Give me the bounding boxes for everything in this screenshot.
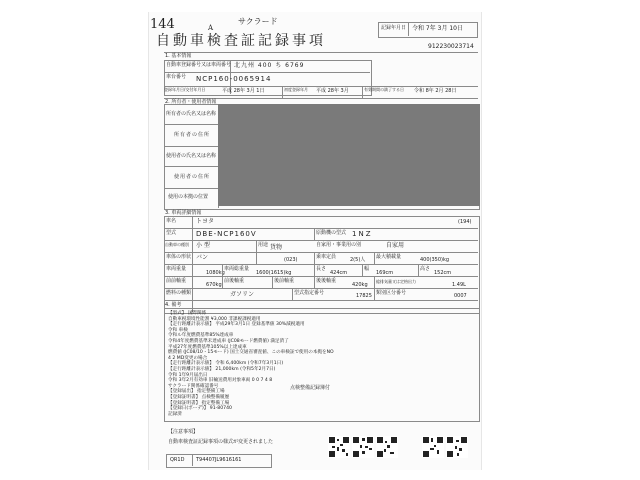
- length-value: 424cm: [330, 270, 348, 276]
- use-label: 用途: [258, 242, 269, 248]
- note-line: 令和 車検: [168, 327, 188, 333]
- gross-value: 1600(1615)kg: [256, 270, 292, 276]
- note-line: 自動車税環境性能割 ¥3,000 非課税課税適用: [168, 316, 261, 322]
- capacity-label: 乗車定員: [316, 254, 337, 260]
- front-axle-label: 前前軸重: [166, 278, 187, 284]
- section2-heading: 2. 所有者・使用者情報: [165, 99, 217, 105]
- note-line: サクラード関係確認番号: [168, 383, 219, 389]
- issue-date-value: 令和 7年 3月 10日: [412, 25, 463, 32]
- first-year-value: 平成 28年 3月: [316, 88, 349, 94]
- use-value: 貨物: [270, 244, 283, 251]
- qr-code-icon: [376, 436, 398, 458]
- height-value: 152cm: [434, 270, 452, 276]
- width-value: 169cm: [376, 270, 394, 276]
- first-year-label: 初度登録年月: [284, 87, 308, 92]
- type-number-label: 型式指定番号: [294, 290, 325, 296]
- type-number-value: 17825: [356, 293, 372, 299]
- front-axle-value: 670kg: [206, 282, 222, 288]
- reg-number-value: 北九州 400 ち 6769: [234, 62, 305, 69]
- note-line: 【登録証明書】 指定整備工場: [168, 400, 230, 406]
- qr-id-value: T94407JL9616161: [196, 457, 242, 463]
- issue-date-label: 記録年月日: [381, 25, 407, 31]
- kind-value: 小 型: [196, 242, 210, 249]
- first-reg-value: 平成 28年 3月 1日: [222, 88, 265, 94]
- expiry-value: 令和 8年 2月 28日: [414, 88, 457, 94]
- gross-label: 車両総重量: [224, 266, 250, 272]
- maker-label: 車名: [166, 218, 177, 224]
- note-line: 【型式】 国際関係: [168, 311, 207, 316]
- handwritten-number: 144: [150, 17, 175, 32]
- maker-code: (194): [458, 219, 472, 225]
- expiry-label: 有効期間の満了する日: [364, 87, 404, 92]
- handwritten-letter: A: [208, 24, 214, 32]
- owner-name-label: 所有者の氏名又は名称: [166, 111, 217, 117]
- body-value: バン: [196, 254, 209, 261]
- note-line: 平成27年度燃費基準105%以上達成車: [168, 344, 247, 350]
- section3-heading: 3. 車両詳細情報: [165, 210, 202, 216]
- fuel-label: 燃料の種類: [166, 290, 192, 296]
- note-line: 【登録届出】 指定整備工場: [168, 389, 225, 395]
- chassis-value: NCP160-0065914: [196, 75, 272, 83]
- base-location-label: 使用の本拠の位置: [168, 194, 209, 200]
- document-number: 912230023714: [428, 43, 474, 50]
- front-rear-axle-label: 前後軸重: [224, 278, 245, 284]
- notice-text: 自動車検査証記録事項の様式が変更されました: [168, 439, 274, 445]
- note-line: 【登録日(ボーデ)】 91-80740: [168, 406, 232, 412]
- section4-heading: 4. 備考: [165, 302, 182, 308]
- user-name-label: 使用者の氏名又は名称: [166, 153, 217, 159]
- note-line: 4 2 MD変更の場合: [168, 355, 208, 361]
- note-line: 【走行距離計表示値】 令和 6,400km (令和7年3月1日): [168, 361, 284, 367]
- note-line: 令和 1年9月届出日: [168, 372, 208, 378]
- fuel-value: ガソリン: [230, 291, 255, 298]
- qr-code-icon: [328, 436, 350, 458]
- document-title: 自動車検査証記録事項: [156, 33, 326, 49]
- rear-front-axle-label: 後前軸重: [274, 278, 295, 284]
- category-label: 類別区分番号: [376, 290, 407, 296]
- qr-code-icon: [446, 436, 468, 458]
- reg-number-label: 自動車登録番号又は車両番号: [166, 62, 232, 68]
- section1-heading: 1. 基本情報: [165, 53, 192, 59]
- height-label: 高さ: [420, 266, 431, 272]
- rear-axle-label: 後後軸重: [316, 278, 337, 284]
- user-address-label: 使用者の住所: [174, 174, 211, 180]
- note-line: 燃費値 (JC08/10・15モード) 国土交通省審査値、この車検証で使用の本拠をNO: [168, 350, 334, 356]
- engine-label: 原動機の型式: [316, 230, 347, 236]
- model-label: 型式: [166, 230, 177, 236]
- maker-value: トヨタ: [196, 218, 215, 225]
- note-line: 令和 3年2月有効車 旧輸送費用対象車両 0 0 7 4 8: [168, 378, 273, 384]
- note-line: 記録済: [168, 411, 182, 417]
- length-label: 長さ: [316, 266, 327, 272]
- width-label: 幅: [364, 266, 370, 272]
- owner-address-label: 所有者の住所: [174, 132, 211, 138]
- qr-code-icon: [422, 436, 444, 458]
- displacement-label: 総排気量又は定格出力: [376, 279, 416, 284]
- weight-label: 車両重量: [166, 266, 187, 272]
- private-label: 自家用・事業用の別: [316, 242, 362, 248]
- note-line: 令和ル年度燃費基準85%達成車: [168, 333, 234, 339]
- notes-extra-label: 点検整備記録簿付: [290, 385, 331, 391]
- handwritten-note: サクラード: [238, 17, 278, 26]
- max-load-value: 400(350)kg: [420, 257, 450, 263]
- engine-value: 1NZ: [352, 230, 373, 238]
- rear-axle-value: 420kg: [352, 282, 368, 288]
- kind-label: 自動車の種別: [165, 242, 189, 247]
- first-reg-label: 登録年月日/交付年月日: [164, 87, 206, 92]
- displacement-value: 1.49L: [452, 282, 466, 288]
- notice-heading: 【注意事項】: [168, 429, 199, 435]
- capacity-value: 2(5)人: [350, 257, 366, 263]
- note-line: 【走行距離計表示値】 21,000km (令和5年2月7日): [168, 367, 276, 372]
- chassis-label: 車台番号: [166, 74, 187, 80]
- note-line: 【登録証明書】 点検整備履歴: [168, 395, 230, 400]
- qr-id-label: QR1D: [170, 457, 185, 463]
- redacted-owner-info: [218, 104, 480, 206]
- body-label: 車体の形状: [166, 254, 192, 260]
- weight-value: 1080kg: [206, 270, 225, 276]
- body-code: (023): [284, 257, 298, 263]
- note-line: 【走行距離計表示値】 平成29年3月1日 登録基準値 30%減税適用: [168, 322, 305, 328]
- note-line: 令和4年度燃費基準未達成車 (JC08モード燃費値) 満足済了: [168, 339, 289, 344]
- category-value: 0007: [454, 293, 467, 299]
- qr-code-icon: [352, 436, 374, 458]
- max-load-label: 最大積載量: [376, 254, 402, 260]
- private-value: 自家用: [386, 242, 405, 249]
- model-value: DBE-NCP160V: [196, 230, 257, 238]
